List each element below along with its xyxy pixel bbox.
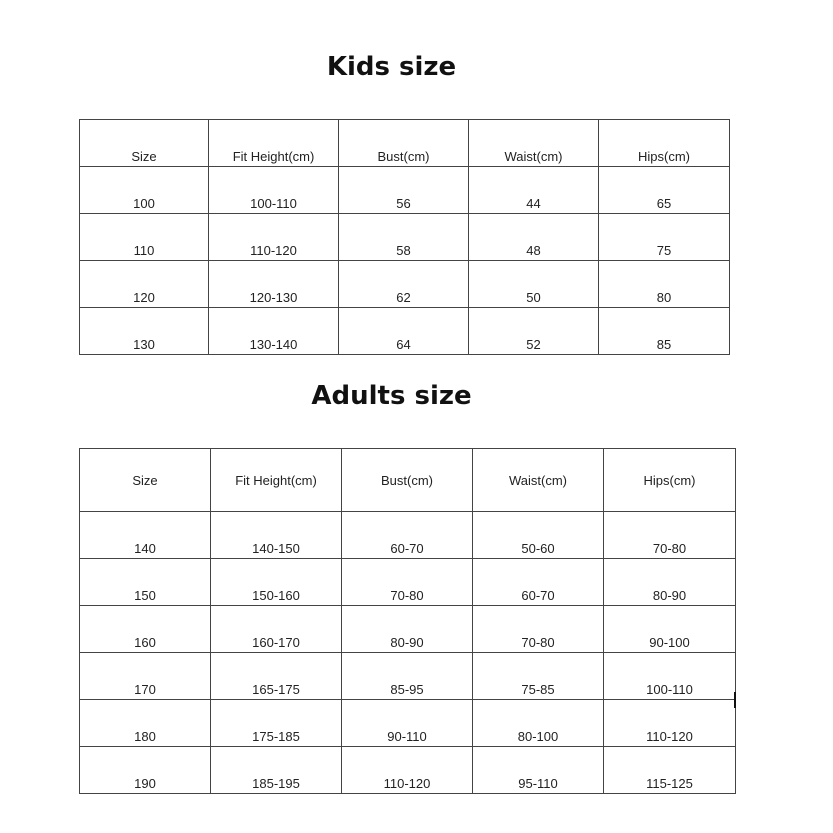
table-row	[80, 700, 736, 747]
table-cell: 62	[339, 261, 469, 308]
table-cell: 150	[80, 559, 211, 606]
table-cell: 65	[599, 167, 730, 214]
header-cell: Hips(cm)	[599, 120, 730, 167]
table-cell: 120-130	[209, 261, 339, 308]
table-cell: 175-185	[211, 700, 342, 747]
table-cell: 95-110	[473, 747, 604, 794]
table-cell: 90-100	[604, 606, 736, 653]
adults-size-title: Adults size	[311, 381, 472, 411]
table-cell: 110-120	[604, 700, 736, 747]
table-cell: 70-80	[342, 559, 473, 606]
text-cursor-mark	[734, 692, 736, 708]
header-cell: Waist(cm)	[469, 120, 599, 167]
table-cell: 140-150	[211, 512, 342, 559]
table-row	[80, 559, 736, 606]
table-cell: 70-80	[473, 606, 604, 653]
table-cell: 44	[469, 167, 599, 214]
header-cell: Bust(cm)	[342, 449, 473, 512]
header-cell: Fit Height(cm)	[209, 120, 339, 167]
header-cell: Size	[80, 120, 209, 167]
table-cell: 110-120	[209, 214, 339, 261]
table-cell: 120	[80, 261, 209, 308]
table-cell: 100	[80, 167, 209, 214]
table-cell: 190	[80, 747, 211, 794]
table-cell: 140	[80, 512, 211, 559]
table-cell: 50	[469, 261, 599, 308]
header-cell: Fit Height(cm)	[211, 449, 342, 512]
table-cell: 180	[80, 700, 211, 747]
table-cell: 185-195	[211, 747, 342, 794]
table-cell: 160	[80, 606, 211, 653]
table-cell: 48	[469, 214, 599, 261]
table-cell: 70-80	[604, 512, 736, 559]
table-cell: 100-110	[604, 653, 736, 700]
header-cell: Hips(cm)	[604, 449, 736, 512]
table-cell: 160-170	[211, 606, 342, 653]
kids-size-title: Kids size	[326, 52, 457, 82]
table-cell: 90-110	[342, 700, 473, 747]
table-cell: 50-60	[473, 512, 604, 559]
table-cell: 85	[599, 308, 730, 355]
table-cell: 165-175	[211, 653, 342, 700]
table-cell: 170	[80, 653, 211, 700]
header-cell: Waist(cm)	[473, 449, 604, 512]
table-cell: 80-90	[342, 606, 473, 653]
table-row	[80, 308, 730, 355]
header-cell: Size	[80, 449, 211, 512]
table-cell: 85-95	[342, 653, 473, 700]
table-cell: 80-100	[473, 700, 604, 747]
kids-size-table	[79, 119, 730, 355]
table-row	[80, 167, 730, 214]
table-cell: 130	[80, 308, 209, 355]
table-cell: 110	[80, 214, 209, 261]
table-cell: 52	[469, 308, 599, 355]
table-cell: 80	[599, 261, 730, 308]
table-cell: 56	[339, 167, 469, 214]
table-cell: 58	[339, 214, 469, 261]
table-cell: 64	[339, 308, 469, 355]
table-row	[80, 653, 736, 700]
table-row	[80, 214, 730, 261]
table-cell: 75-85	[473, 653, 604, 700]
table-cell: 60-70	[342, 512, 473, 559]
table-cell: 60-70	[473, 559, 604, 606]
table-row	[80, 747, 736, 794]
table-cell: 100-110	[209, 167, 339, 214]
header-cell: Bust(cm)	[339, 120, 469, 167]
table-cell: 110-120	[342, 747, 473, 794]
table-cell: 150-160	[211, 559, 342, 606]
table-header-row	[80, 120, 730, 167]
adults-size-table	[79, 448, 736, 794]
table-cell: 130-140	[209, 308, 339, 355]
table-cell: 80-90	[604, 559, 736, 606]
table-header-row	[80, 449, 736, 512]
table-cell: 75	[599, 214, 730, 261]
table-row	[80, 512, 736, 559]
table-cell: 115-125	[604, 747, 736, 794]
table-row	[80, 261, 730, 308]
table-row	[80, 606, 736, 653]
